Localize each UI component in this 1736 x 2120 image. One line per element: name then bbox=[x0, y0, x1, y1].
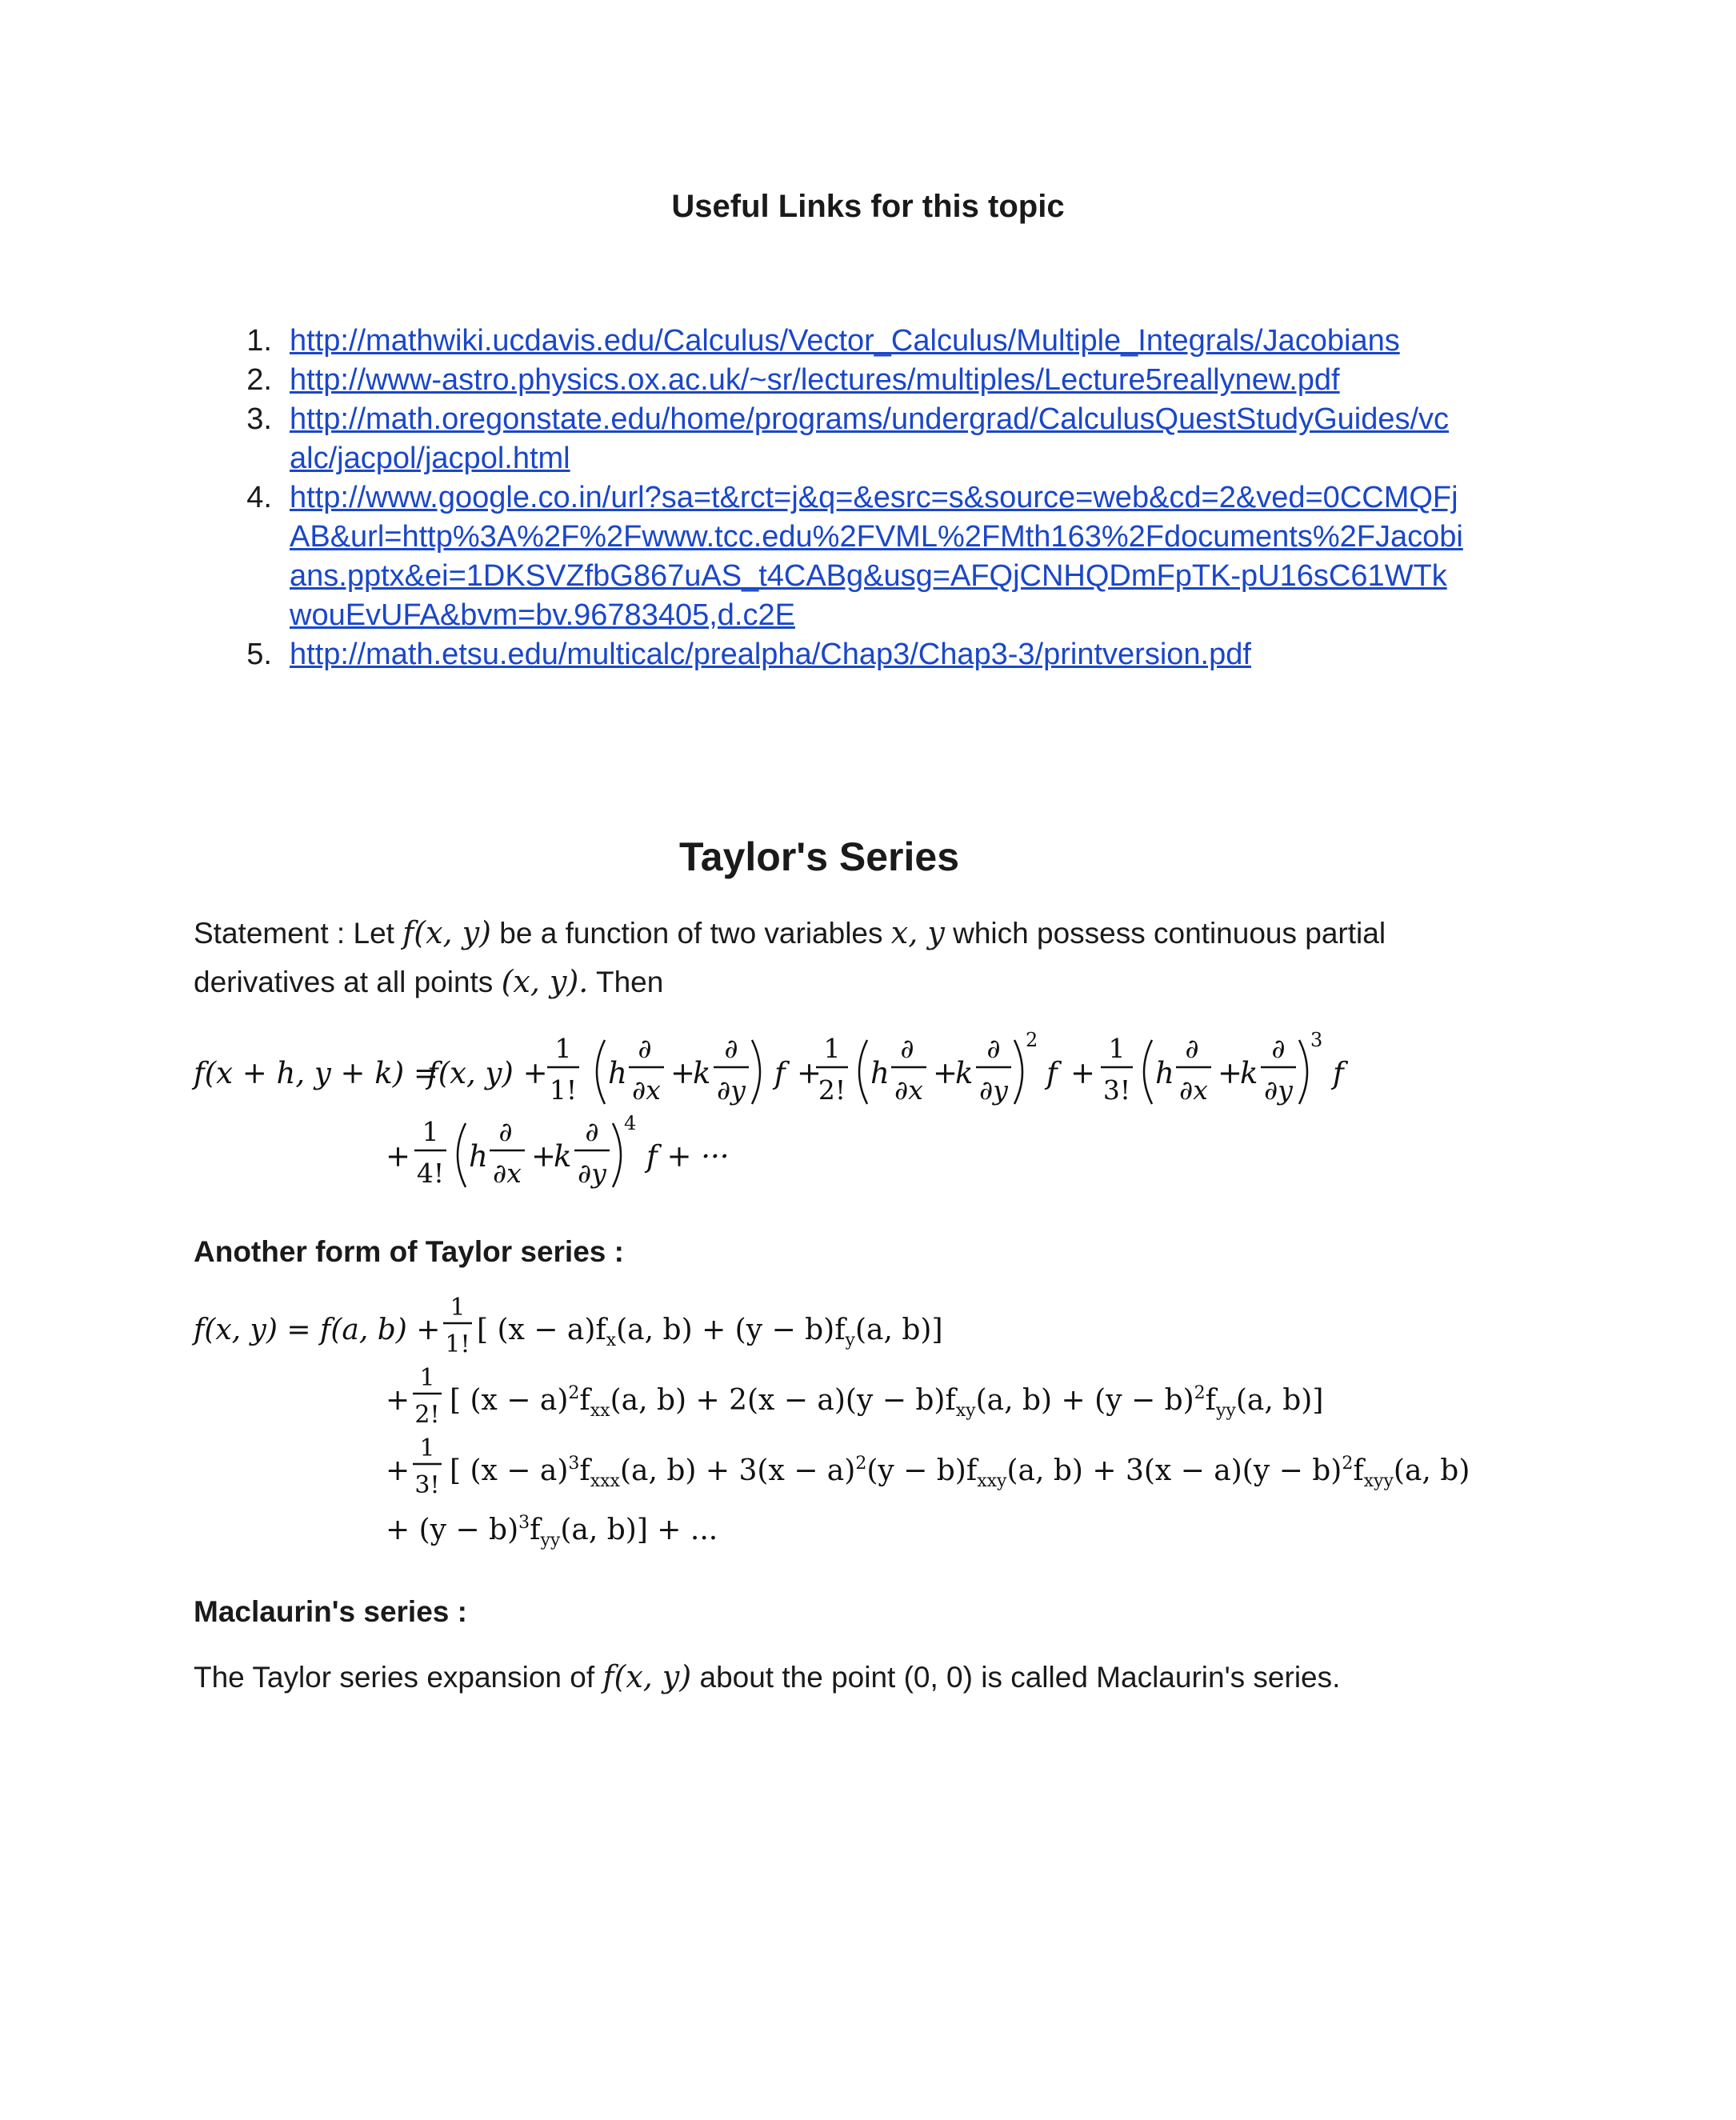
eq-denominator: 1! bbox=[549, 1074, 578, 1106]
eq-dx: ∂x bbox=[493, 1158, 522, 1189]
eq-part: (a, b)] bbox=[854, 1314, 943, 1346]
list-number: 4. bbox=[246, 481, 272, 514]
eq-numerator: 1 bbox=[554, 1033, 572, 1064]
eq-power: 3 bbox=[1310, 1029, 1323, 1051]
paren-right bbox=[1299, 1040, 1307, 1104]
maclaurin-paragraph bbox=[194, 1659, 1474, 1694]
eq-f: f bbox=[1046, 1056, 1058, 1090]
eq-partial: ∂ bbox=[585, 1116, 599, 1147]
eq-part: f bbox=[1205, 1384, 1216, 1417]
eq-denominator: 4! bbox=[416, 1158, 445, 1189]
eq-dy: ∂y bbox=[1264, 1074, 1293, 1106]
eq-superscript: 3 bbox=[518, 1513, 530, 1533]
eq-partial: ∂ bbox=[498, 1116, 513, 1147]
eq-denominator: 2! bbox=[818, 1074, 846, 1106]
list-number: 2. bbox=[246, 363, 272, 397]
taylor-another-form-equation bbox=[194, 1294, 1470, 1558]
paren-left bbox=[458, 1123, 466, 1187]
eq-f: f bbox=[1333, 1056, 1344, 1090]
eq-part: (a, b) bbox=[1393, 1454, 1470, 1487]
eq-part: (y − b)f bbox=[866, 1454, 978, 1487]
eq-part: (a, b) + (y − b) bbox=[975, 1384, 1194, 1417]
maclaurin-text: The Taylor series expansion of bbox=[194, 1661, 603, 1694]
eq-h: h bbox=[469, 1139, 488, 1174]
eq-k: k bbox=[554, 1139, 572, 1174]
eq-subscript: xx bbox=[590, 1401, 610, 1421]
eq-dx: ∂x bbox=[632, 1074, 661, 1106]
paren-right bbox=[1014, 1040, 1022, 1104]
eq-plus: + bbox=[797, 1056, 822, 1090]
eq-numerator: 1 bbox=[419, 1434, 435, 1462]
paren-right bbox=[752, 1040, 760, 1104]
paren-left bbox=[1144, 1040, 1152, 1104]
eq-subscript: xxy bbox=[977, 1471, 1007, 1491]
list-number: 1. bbox=[246, 324, 272, 358]
list-item bbox=[240, 400, 1464, 478]
links-heading: Useful Links for this topic bbox=[671, 189, 1065, 224]
eq-part: f bbox=[1353, 1454, 1364, 1487]
another-form-line-4 bbox=[386, 1513, 718, 1550]
statement-text: Then bbox=[588, 966, 664, 998]
eq-numerator: 1 bbox=[1108, 1033, 1126, 1064]
eq-lhs: f(x, y) = f(a, b) + bbox=[194, 1314, 441, 1346]
eq-subscript: xxx bbox=[590, 1471, 620, 1491]
eq-partial: ∂ bbox=[1185, 1033, 1199, 1064]
taylor-line-2 bbox=[386, 1112, 730, 1189]
math-point: (x, y). bbox=[501, 964, 589, 999]
paren-right bbox=[613, 1123, 621, 1187]
eq-term bbox=[450, 1454, 1470, 1491]
another-form-line-1 bbox=[191, 1294, 943, 1358]
statement-text: which possess continuous partial derivatives at all points bbox=[194, 917, 1386, 998]
eq-denominator: 3! bbox=[1102, 1074, 1131, 1106]
eq-plus: + bbox=[1070, 1056, 1096, 1090]
link-ucdavis-jacobians[interactable]: http://mathwiki.ucdavis.edu/Calculus/Vector_Calculus/Multiple_Integrals/Jacobians bbox=[290, 324, 1400, 358]
eq-part: [ (x − a) bbox=[450, 1384, 569, 1417]
statement-text: Statement : Let bbox=[194, 917, 403, 950]
eq-fxy: f(x, y) + bbox=[427, 1056, 548, 1090]
eq-part: [ (x − a)f bbox=[477, 1314, 606, 1346]
eq-numerator: 1 bbox=[419, 1364, 435, 1392]
eq-dy: ∂y bbox=[578, 1158, 606, 1189]
eq-plus: + bbox=[386, 1139, 411, 1174]
list-item bbox=[240, 322, 1464, 361]
another-form-heading: Another form of Taylor series : bbox=[194, 1235, 624, 1268]
eq-h: h bbox=[608, 1056, 627, 1090]
list-item bbox=[240, 361, 1464, 400]
eq-part: [ (x − a) bbox=[450, 1454, 569, 1487]
eq-partial: ∂ bbox=[900, 1033, 914, 1064]
eq-dy: ∂y bbox=[717, 1074, 746, 1106]
eq-subscript: y bbox=[845, 1330, 855, 1350]
eq-plus: + bbox=[386, 1384, 410, 1417]
maclaurin-heading: Maclaurin's series : bbox=[194, 1595, 467, 1628]
eq-partial: ∂ bbox=[724, 1033, 738, 1064]
eq-plus: + bbox=[531, 1139, 557, 1174]
eq-partial: ∂ bbox=[638, 1033, 652, 1064]
math-fxy: f(x, y) bbox=[602, 1659, 692, 1694]
eq-denominator: 1! bbox=[445, 1330, 470, 1358]
eq-k: k bbox=[693, 1056, 711, 1090]
eq-part: (a, b)] + ... bbox=[560, 1514, 718, 1546]
eq-part: f bbox=[530, 1514, 541, 1546]
eq-term bbox=[386, 1513, 718, 1550]
eq-dx: ∂x bbox=[1179, 1074, 1208, 1106]
eq-part: f bbox=[579, 1454, 590, 1487]
link-etsu-printversion[interactable]: http://math.etsu.edu/multicalc/prealpha/Chap3/Chap3-3/printversion.pdf bbox=[290, 638, 1251, 671]
eq-h: h bbox=[1155, 1056, 1174, 1090]
statement-text: be a function of two variables bbox=[491, 917, 891, 950]
another-form-line-2 bbox=[386, 1364, 1323, 1429]
eq-power: 2 bbox=[1026, 1029, 1038, 1051]
eq-term bbox=[477, 1314, 943, 1350]
eq-part: (a, b)] bbox=[1235, 1384, 1324, 1417]
eq-term bbox=[450, 1383, 1323, 1421]
eq-dx: ∂x bbox=[894, 1074, 923, 1106]
eq-h: h bbox=[870, 1056, 890, 1090]
eq-subscript: xy bbox=[955, 1401, 976, 1421]
eq-k: k bbox=[955, 1056, 974, 1090]
math-fxy: f(x, y) bbox=[402, 915, 491, 950]
statement-paragraph bbox=[194, 909, 1442, 1006]
eq-part: (a, b) + 3(x − a) bbox=[619, 1454, 856, 1487]
paren-left bbox=[597, 1040, 605, 1104]
eq-k: k bbox=[1240, 1056, 1258, 1090]
link-oregonstate-jacpol[interactable]: http://math.oregonstate.edu/home/programs/undergrad/CalculusQuestStudyGuides/vcalc/jacpol/jacpol.html bbox=[290, 402, 1450, 475]
eq-part: f bbox=[579, 1384, 590, 1417]
eq-plus: + bbox=[933, 1056, 958, 1090]
eq-plus: + bbox=[386, 1454, 410, 1487]
paren-left bbox=[859, 1040, 867, 1104]
eq-lhs: f(x + h, y + k) = bbox=[194, 1056, 438, 1090]
eq-part: (a, b) + (y − b)f bbox=[616, 1314, 846, 1346]
eq-plus: + bbox=[670, 1056, 696, 1090]
links-list bbox=[240, 322, 1464, 674]
eq-superscript: 3 bbox=[568, 1454, 580, 1474]
eq-superscript: 2 bbox=[568, 1383, 580, 1403]
eq-plus: + bbox=[1218, 1056, 1243, 1090]
eq-part: + (y − b) bbox=[386, 1514, 519, 1546]
taylor-series-heading: Taylor's Series bbox=[678, 834, 960, 879]
eq-f: f bbox=[774, 1056, 786, 1090]
math-xy: x, y bbox=[890, 915, 945, 950]
eq-part: (a, b) + 2(x − a)(y − b)f bbox=[610, 1384, 956, 1417]
another-form-line-3 bbox=[386, 1434, 1470, 1499]
link-oxford-lecture[interactable]: http://www-astro.physics.ox.ac.uk/~sr/lectures/multiples/Lecture5reallynew.pdf bbox=[290, 363, 1340, 397]
eq-partial: ∂ bbox=[1271, 1033, 1286, 1064]
list-number: 3. bbox=[246, 402, 272, 436]
list-number: 5. bbox=[246, 638, 272, 671]
eq-denominator: 3! bbox=[414, 1471, 440, 1499]
taylor-line-1 bbox=[191, 1029, 1349, 1106]
list-item bbox=[240, 635, 1464, 674]
eq-subscript: yy bbox=[1216, 1401, 1236, 1421]
eq-subscript: yy bbox=[540, 1530, 561, 1550]
eq-numerator: 1 bbox=[422, 1116, 439, 1147]
eq-power: 4 bbox=[624, 1112, 637, 1134]
taylor-equation bbox=[194, 1022, 1378, 1214]
eq-partial: ∂ bbox=[986, 1033, 1001, 1064]
eq-subscript: xyy bbox=[1363, 1471, 1394, 1491]
eq-part: (a, b) + 3(x − a)(y − b) bbox=[1006, 1454, 1342, 1487]
eq-denominator: 2! bbox=[414, 1401, 440, 1429]
eq-superscript: 2 bbox=[1342, 1454, 1354, 1474]
eq-tail: f + ··· bbox=[646, 1139, 730, 1174]
eq-dy: ∂y bbox=[979, 1074, 1008, 1106]
eq-superscript: 2 bbox=[855, 1454, 867, 1474]
eq-subscript: x bbox=[606, 1330, 617, 1350]
eq-superscript: 2 bbox=[1194, 1383, 1206, 1403]
eq-numerator: 1 bbox=[823, 1033, 841, 1064]
link-google-tcc-jacobians[interactable]: http://www.google.co.in/url?sa=t&rct=j&q=&esrc=s&source=web&cd=2&ved=0CCMQFjAB&url=http%3A%2F%2Fwww.tcc.edu%2FVML%2FMth163%2Fdocuments%2FJacobians.pptx&ei=1DKSVZfbG867uAS_t4CABg&usg=AFQjCNHQDmFpTK-pU16sC61WTkwouEvUFA&bvm=bv.96783405,d.c2E bbox=[290, 481, 1463, 632]
eq-numerator: 1 bbox=[450, 1294, 466, 1322]
list-item bbox=[240, 478, 1464, 635]
maclaurin-text: about the point (0, 0) is called Maclaurin's series. bbox=[691, 1661, 1341, 1694]
